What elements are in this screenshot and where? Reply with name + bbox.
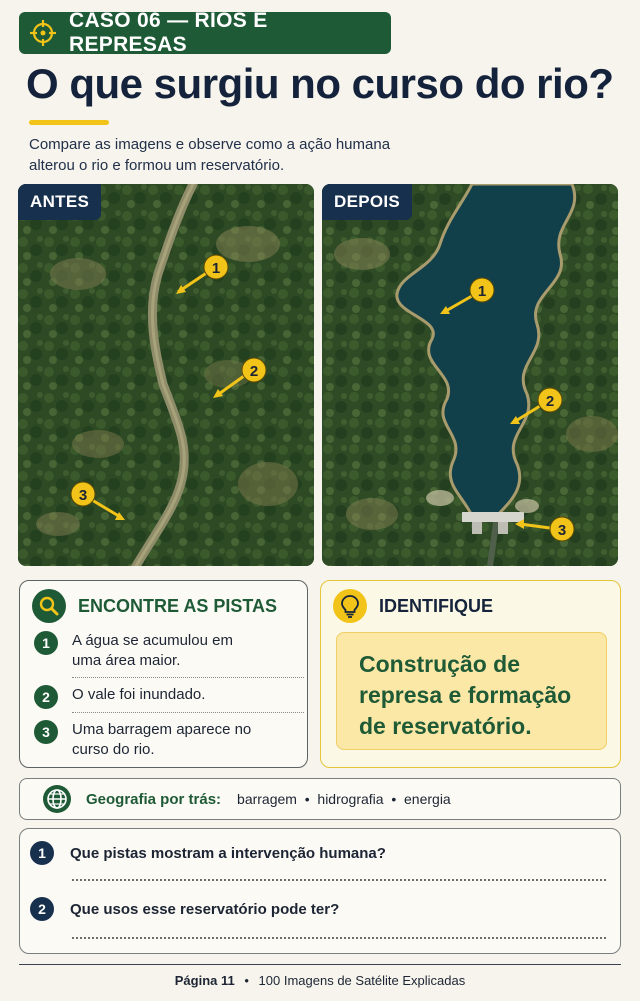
footer-separator: • — [244, 973, 249, 988]
title-underline — [29, 120, 109, 125]
geography-label: Geografia por trás: — [86, 790, 222, 808]
identify-card — [320, 580, 621, 768]
page-subtitle: Compare as imagens e observe como a ação humana alterou o rio e formou um reservatório. — [29, 136, 391, 174]
satellite-scene-after — [322, 184, 618, 566]
questions-box — [19, 828, 621, 954]
question-number: 1 — [30, 841, 54, 865]
identify-title: IDENTIFIQUE — [379, 595, 494, 616]
marker-after-3: 3 — [557, 522, 567, 539]
marker-after-2: 2 — [545, 393, 555, 410]
case-label: CASO 06 — RIOS E REPRESAS — [69, 9, 268, 56]
question-number: 2 — [30, 897, 54, 921]
clue-divider — [72, 712, 304, 713]
clues-header — [32, 589, 277, 623]
lightbulb-icon — [333, 589, 367, 623]
satellite-scene-before — [18, 184, 314, 566]
before-label: ANTES — [18, 184, 101, 220]
question-1 — [30, 841, 386, 865]
page-number: Página 11 — [174, 973, 235, 988]
case-badge — [19, 9, 391, 56]
clues-card — [19, 580, 308, 768]
clue-text: O vale foi inundado. — [72, 686, 206, 703]
footer-rule — [19, 964, 621, 965]
answer-line-2[interactable] — [72, 937, 606, 939]
question-text: Que usos esse reservatório pode ter? — [70, 900, 340, 918]
footer — [0, 973, 640, 988]
marker-before-2: 2 — [249, 363, 259, 380]
page-title: O que surgiu no curso do rio? — [26, 60, 614, 107]
clue-text: Uma barragem aparece no curso do rio. — [72, 721, 252, 758]
satellite-image-after — [322, 184, 618, 566]
clue-item-3 — [34, 720, 296, 760]
clue-number: 2 — [34, 685, 58, 709]
satellite-image-before — [18, 184, 314, 566]
crosshair-icon — [29, 19, 57, 47]
clues-title: ENCONTRE AS PISTAS — [78, 595, 278, 616]
marker-before-1: 1 — [211, 260, 221, 277]
question-text: Que pistas mostram a intervenção humana? — [70, 844, 386, 862]
identify-header — [333, 589, 493, 623]
clue-divider — [72, 677, 304, 678]
clue-item-2 — [34, 685, 296, 709]
clue-number: 1 — [34, 631, 58, 655]
answer-line-1[interactable] — [72, 879, 606, 881]
book-title: 100 Imagens de Satélite Explicadas — [258, 973, 466, 988]
marker-before-3: 3 — [78, 487, 88, 504]
clue-text: A água se acumulou em uma área maior. — [72, 632, 233, 669]
answer-box: Construção de represa e formação de reservatório. — [336, 632, 607, 750]
globe-icon — [42, 784, 72, 814]
geography-bar — [19, 778, 621, 820]
geography-tags: barragem • hidrografia • energia — [237, 791, 451, 807]
clue-number: 3 — [34, 720, 58, 744]
magnifier-icon — [32, 589, 66, 623]
after-label: DEPOIS — [322, 184, 412, 220]
clue-item-1 — [34, 631, 296, 671]
marker-after-1: 1 — [477, 283, 487, 300]
question-2 — [30, 897, 339, 921]
